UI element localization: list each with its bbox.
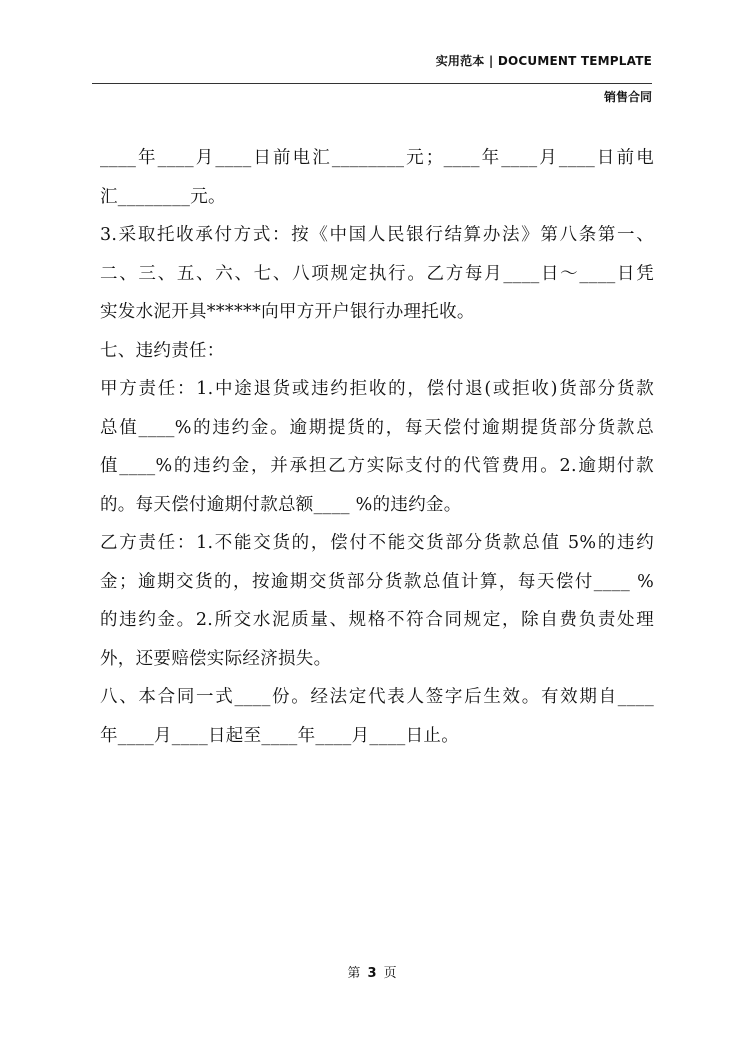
body-line: 的。每天偿付逾期付款总额____ %的违约金。 [100,494,462,515]
body-line: 乙方责任：1.不能交货的，偿付不能交货部分货款总值 5%的违约 [100,533,654,553]
page-suffix: 页 [383,966,397,981]
body-line: 外，还要赔偿实际经济损失。 [100,648,332,669]
document-name: 销售合同 [603,90,652,104]
body-line: 值____%的违约金，并承担乙方实际支付的代管费用。2.逾期付款 [100,456,654,476]
body-line: ____年____月____日前电汇________元；____年____月____日前电 [100,148,654,168]
contract-body [100,145,654,761]
body-line: 汇________元。 [100,186,226,207]
page-number-value: 3 [367,966,377,981]
header-title: 实用范本 | DOCUMENT TEMPLATE [435,54,652,68]
body-line: 3.采取托收承付方式：按《中国人民银行结算办法》第八条第一、 [100,225,654,245]
body-line: 实发水泥开具******向甲方开户银行办理托收。 [100,302,475,322]
page-prefix: 第 [347,966,361,981]
page-number [0,962,744,981]
body-line: 总值____%的违约金。逾期提货的，每天偿付逾期提货部分货款总 [100,417,654,438]
header-divider [92,83,652,84]
body-line: 二、三、五、六、七、八项规定执行。乙方每月____日～____日凭 [100,263,654,284]
section-heading: 七、违约责任： [100,340,225,361]
body-line: 金；逾期交货的，按逾期交货部分货款总值计算，每天偿付____ % [100,571,654,592]
section-heading: 八、本合同一式____份。经法定代表人签字后生效。有效期自____ [100,687,654,707]
body-line: 的违约金。2.所交水泥质量、规格不符合同规定，除自费负责处理 [100,610,654,630]
body-line: 年____月____日起至____年____月____日止。 [100,725,459,746]
body-line: 甲方责任：1.中途退货或违约拒收的，偿付退(或拒收)货部分货款 [100,379,654,399]
